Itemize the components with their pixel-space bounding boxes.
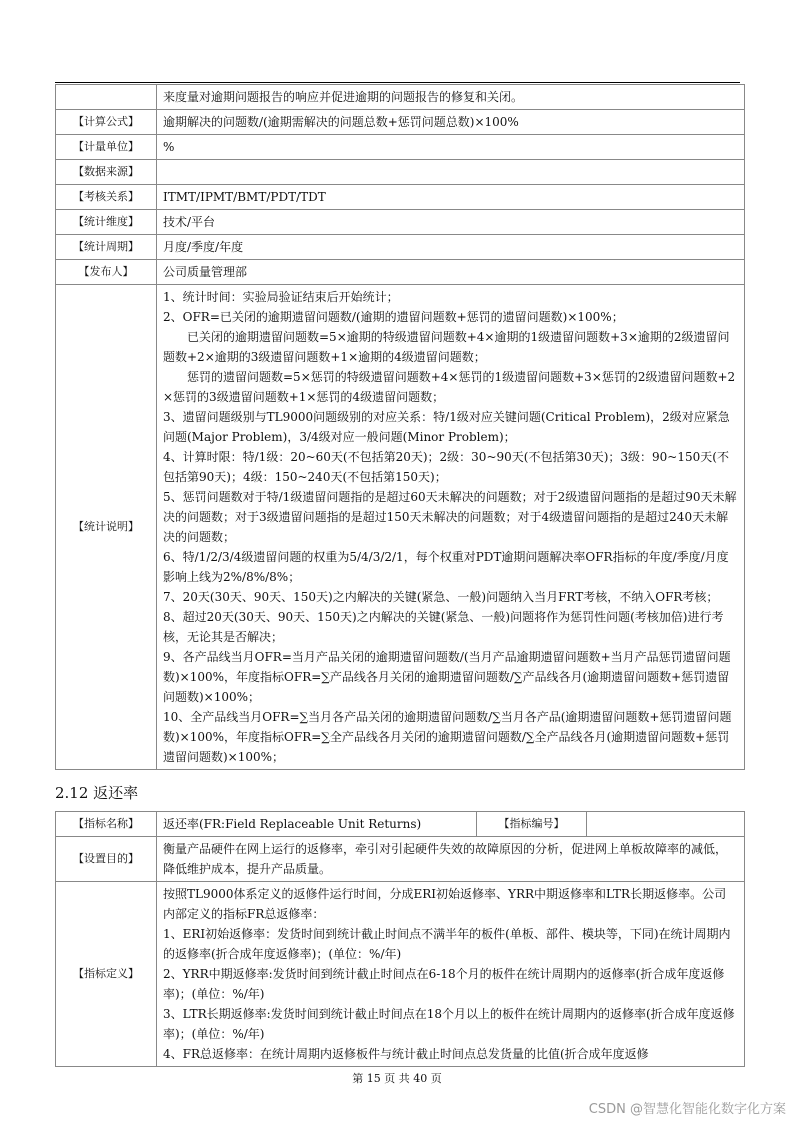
table-row xyxy=(56,135,745,160)
section-heading: 2.12 返还率 xyxy=(55,784,139,802)
table-row xyxy=(56,210,745,235)
definition-intro: 按照TL9000体系定义的返修件运行时间，分成ERI初始返修率、YRR中期返修率和LTR长期返修率。公司内部定义的指标FR总返修率： xyxy=(163,887,727,921)
definition-label: 【指标定义】 xyxy=(56,882,157,1067)
indicator-code-label: 【指标编号】 xyxy=(477,812,587,837)
watermark: CSDN @智慧化智能化数字化方案 xyxy=(588,1102,786,1117)
table-row xyxy=(56,882,745,1067)
purpose-label: 【设置目的】 xyxy=(56,837,157,882)
table-row xyxy=(56,235,745,260)
note-8: 8、超过20天(30天、90天、150天)之内解决的关键(紧急、一般)问题将作为惩罚性问题(考核加倍)进行考核，无论其是否解决； xyxy=(163,610,724,644)
data-source-label: 【数据来源】 xyxy=(56,160,157,185)
period-label: 【统计周期】 xyxy=(56,235,157,260)
table-row xyxy=(56,285,745,770)
assessment-label: 【考核关系】 xyxy=(56,185,157,210)
unit-label: 【计量单位】 xyxy=(56,135,157,160)
definition-fr: 4、FR总返修率：在统计周期内返修板件与统计截止时间点总发货量的比值(折合成年度返修 xyxy=(163,1047,649,1061)
table-row xyxy=(56,260,745,285)
notes-label: 【统计说明】 xyxy=(56,285,157,770)
assessment-value: ITMT/IPMT/BMT/PDT/TDT xyxy=(157,185,745,210)
definition-ltr: 3、LTR长期返修率:发货时间到统计截止时间点在18个月以上的板件在统计周期内的返修率(折合成年度返修率)；(单位：%/年) xyxy=(163,1007,735,1041)
notes-cell xyxy=(157,285,745,770)
note-2: 2、OFR=已关闭的逾期遗留问题数/(逾期的遗留问题数+惩罚的遗留问题数)×100%； xyxy=(163,310,624,324)
indicator-name-value: 返还率(FR:Field Replaceable Unit Returns) xyxy=(157,812,477,837)
table-row xyxy=(56,110,745,135)
dimension-label: 【统计维度】 xyxy=(56,210,157,235)
note-9: 9、各产品线当月OFR=当月产品关闭的逾期遗留问题数/(当月产品逾期遗留问题数+当月产品惩罚遗留问题数)×100%，年度指标OFR=∑产品线各月关闭的逾期遗留问题数/∑产品线各月(逾期遗留问题数+惩罚遗留问题数)×100%； xyxy=(163,650,731,704)
note-3: 3、遗留问题级别与TL9000问题级别的对应关系：特/1级对应关键问题(Critical Problem)，2级对应紧急问题(Major Problem)，3/4级对应一般问题(Minor Problem)； xyxy=(163,410,730,444)
note-10: 10、全产品线当月OFR=∑当月各产品关闭的逾期遗留问题数/∑当月各产品(逾期遗留问题数+惩罚遗留问题数)×100%，年度指标OFR=∑全产品线各月关闭的逾期遗留问题数/∑全产品线各月(逾期遗留问题数+惩罚遗留问题数)×100%； xyxy=(163,710,732,764)
table-row xyxy=(56,185,745,210)
period-value: 月度/季度/年度 xyxy=(157,235,745,260)
dimension-value: 技术/平台 xyxy=(157,210,745,235)
formula-label: 【计算公式】 xyxy=(56,110,157,135)
table-row xyxy=(56,837,745,882)
note-2b: 惩罚的遗留问题数=5×惩罚的特级遗留问题数+4×惩罚的1级遗留问题数+3×惩罚的2级遗留问题数+2×惩罚的3级遗留问题数+1×惩罚的4级遗留问题数； xyxy=(163,370,736,404)
table-row xyxy=(56,812,745,837)
purpose-value: 衡量产品硬件在网上运行的返修率，牵引对引起硬件失效的故障原因的分析，促进网上单板故障率的减低，降低维护成本，提升产品质量。 xyxy=(157,837,745,882)
header-rule xyxy=(55,82,740,83)
definition-cell xyxy=(157,882,745,1067)
indicator-code-value xyxy=(587,812,745,837)
unit-value: % xyxy=(157,135,745,160)
note-6: 6、特/1/2/3/4级遗留问题的权重为5/4/3/2/1，每个权重对PDT逾期问题解决率OFR指标的年度/季度/月度影响上线为2%/8%/8%； xyxy=(163,550,729,584)
metric-table-ofr xyxy=(55,84,745,770)
note-2a: 已关闭的逾期遗留问题数=5×逾期的特级遗留问题数+4×逾期的1级遗留问题数+3×逾期的2级遗留问题数+2×逾期的3级遗留问题数+1×逾期的4级遗留问题数； xyxy=(163,330,730,364)
note-5: 5、惩罚问题数对于特/1级遗留问题指的是超过60天未解决的问题数；对于2级遗留问题指的是超过90天未解决的问题数；对于3级遗留问题指的是超过150天未解决的问题数；对于4级遗留问题指的是超过240天未解决的问题数； xyxy=(163,490,737,544)
publisher-label: 【发布人】 xyxy=(56,260,157,285)
data-source-value xyxy=(157,160,745,185)
table-row xyxy=(56,160,745,185)
indicator-name-label: 【指标名称】 xyxy=(56,812,157,837)
note-7: 7、20天(30天、90天、150天)之内解决的关键(紧急、一般)问题纳入当月FRT考核，不纳入OFR考核； xyxy=(163,590,719,604)
continuation-text: 来度量对逾期问题报告的响应并促进逾期的问题报告的修复和关闭。 xyxy=(157,85,745,110)
metric-table-fr xyxy=(55,811,745,1067)
empty-label-cell xyxy=(56,85,157,110)
page-footer: 第 15 页 共 40 页 xyxy=(352,1072,442,1085)
definition-yrr: 2、YRR中期返修率:发货时间到统计截止时间点在6-18个月的板件在统计周期内的返修率(折合成年度返修率)；(单位：%/年) xyxy=(163,967,725,1001)
table-row xyxy=(56,85,745,110)
formula-value: 逾期解决的问题数/(逾期需解决的问题总数+惩罚问题总数)×100% xyxy=(157,110,745,135)
note-1: 1、统计时间：实验局验证结束后开始统计； xyxy=(163,290,399,304)
note-4: 4、计算时限：特/1级：20~60天(不包括第20天)；2级：30~90天(不包括第30天)；3级：90~150天(不包括第90天)；4级：150~240天(不包括第150天)； xyxy=(163,450,729,484)
definition-eri: 1、ERI初始返修率：发货时间到统计截止时间点不满半年的板件(单板、部件、模块等，下同)在统计周期内的返修率(折合成年度返修率)；(单位：%/年) xyxy=(163,927,731,961)
publisher-value: 公司质量管理部 xyxy=(157,260,745,285)
